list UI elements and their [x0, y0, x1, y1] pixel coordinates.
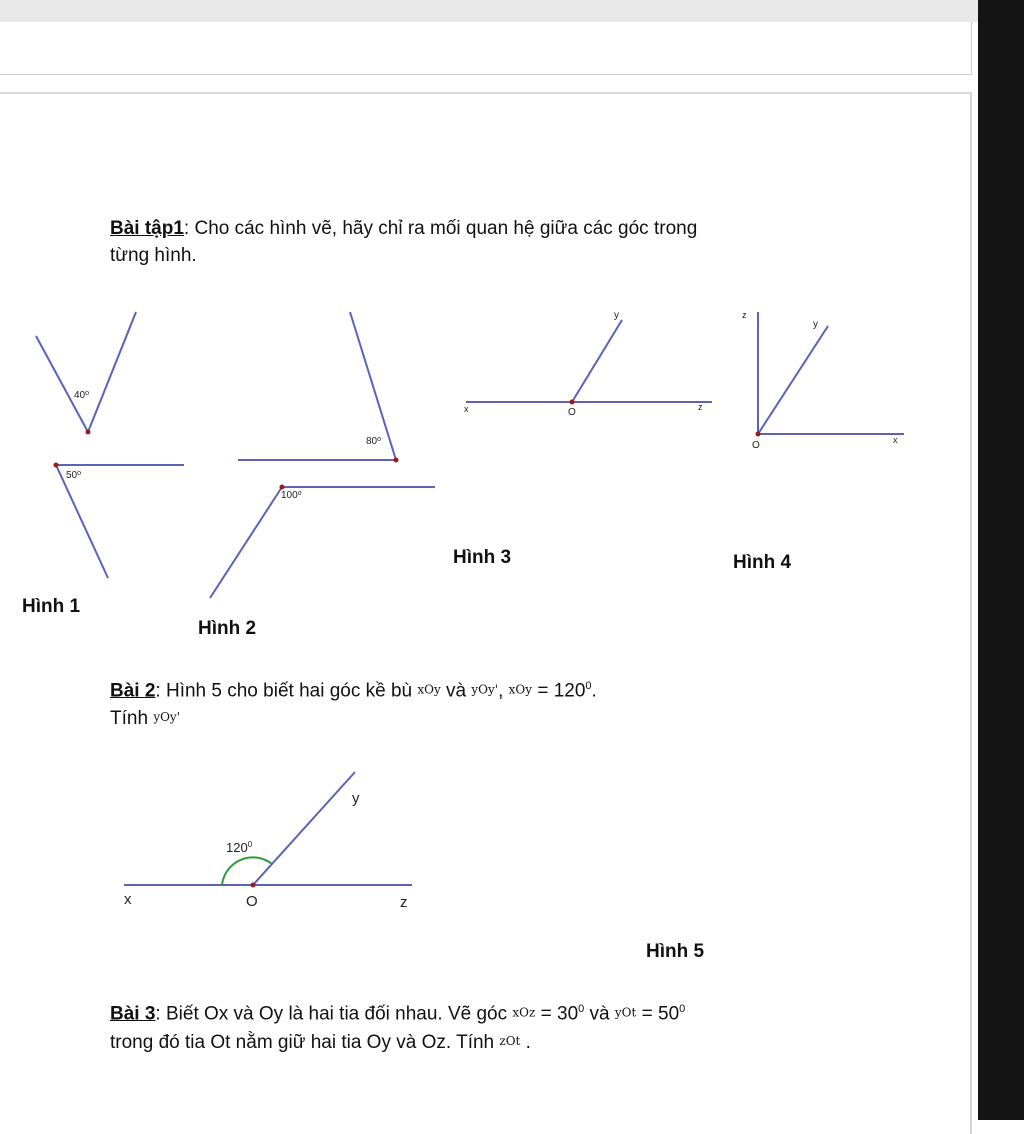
ex2-text-c: ,: [498, 680, 509, 702]
ex3-title: Bài 3: [110, 1003, 156, 1025]
hinh3-figure: [466, 320, 712, 402]
angle-xoy: xOy: [417, 682, 441, 697]
caption-hinh4: Hình 4: [733, 552, 792, 573]
h4-label-x: x: [893, 435, 898, 445]
h4-line-oy: [758, 326, 828, 434]
points: [54, 400, 761, 888]
caption-hinh1: Hình 1: [22, 596, 81, 617]
h4-label-z: z: [742, 310, 747, 320]
h1-line-b2: [56, 465, 108, 578]
ex3-line2-text: trong đó tia Ot nằm giữ hai tia Oy và Oz. Tính: [110, 1032, 500, 1053]
figure-labels: [66, 310, 898, 911]
h5-angle-label: $120^0$: [226, 840, 253, 855]
ex3-degree-2: 0: [679, 1003, 686, 1015]
h3-vertex-o: [570, 400, 575, 405]
h5-vertex-o: [251, 883, 256, 888]
h4-label-y: y: [813, 319, 818, 330]
ex2-text-a: : Hình 5 cho biết hai góc kề bù: [155, 680, 418, 702]
ex2-line1: [110, 673, 597, 704]
h3-label-x: x: [464, 404, 469, 414]
caption-hinh3: Hình 3: [453, 547, 512, 568]
ex2-text-e: .: [591, 680, 597, 702]
angle-xoz: xOz: [512, 1005, 536, 1020]
angle-xoy-2: xOy: [508, 682, 533, 697]
h4-label-o: O: [752, 440, 760, 451]
caption-hinh5: Hình 5: [646, 941, 705, 962]
angle-yoy-prime-2: yOy': [153, 710, 181, 724]
ex2-degree: 0: [585, 680, 592, 692]
h2-angle-b-label: 100$^o$: [281, 490, 302, 501]
ex3-text-c: và: [584, 1003, 615, 1025]
h4-vertex-o: [756, 432, 761, 437]
ex3-text-b: = 30: [535, 1003, 579, 1025]
ex3-line2: [110, 1028, 531, 1056]
h2-vertex-a: [394, 458, 399, 463]
h3-label-y: y: [614, 310, 619, 321]
ex3-line2-end: .: [520, 1032, 531, 1053]
h1-vertex-a: [86, 430, 91, 435]
angle-yoy-prime: yOy': [471, 682, 499, 697]
h2-angle-a-label: 80$^o$: [366, 436, 382, 447]
ex2-line2: [110, 704, 180, 732]
caption-hinh2: Hình 2: [198, 618, 257, 639]
h5-label-x: x: [124, 891, 132, 908]
h5-line-oy: [253, 772, 355, 885]
ex3-text-a: : Biết Ox và Oy là hai tia đối nhau. Vẽ góc: [155, 1003, 513, 1025]
hinh2-figure: [210, 312, 435, 598]
h1-angle-a-label: 40$^o$: [74, 390, 90, 401]
ex3-degree-1: 0: [578, 1003, 585, 1015]
hinh4-figure: [758, 312, 904, 434]
ex1-line2: từng hình.: [110, 245, 197, 266]
h3-label-o: O: [568, 407, 576, 418]
h1-angle-b-label: 50$^o$: [66, 470, 82, 481]
angle-yot: yOt: [614, 1005, 637, 1020]
h2-line-b2: [210, 487, 282, 598]
h5-label-o: O: [246, 893, 258, 910]
angle-zot: zOt: [499, 1034, 521, 1048]
ex3-line1: [110, 996, 685, 1027]
h5-label-y: y: [352, 790, 360, 807]
h5-label-z: z: [400, 894, 408, 911]
h1-line-a1: [36, 336, 88, 432]
ex1-title: Bài tập1: [110, 218, 184, 239]
hinh5-figure: [124, 772, 412, 885]
ex2-title: Bài 2: [110, 680, 156, 702]
h3-label-z: z: [698, 402, 703, 412]
h1-line-a2: [88, 312, 136, 432]
ex2-text-b: và: [440, 680, 472, 702]
h1-vertex-b: [54, 463, 59, 468]
right-edge-bar: [978, 0, 1024, 1120]
ex1-text: : Cho các hình vẽ, hãy chỉ ra mối quan hệ giữa các góc trong: [183, 218, 698, 239]
h3-line-oy: [572, 320, 622, 402]
hinh1-figure: [36, 312, 184, 578]
ex2-line2-text: Tính: [110, 708, 154, 729]
ex3-text-d: = 50: [636, 1003, 680, 1025]
ex2-text-d: = 120: [532, 680, 586, 702]
h2-vertex-b: [280, 485, 285, 490]
